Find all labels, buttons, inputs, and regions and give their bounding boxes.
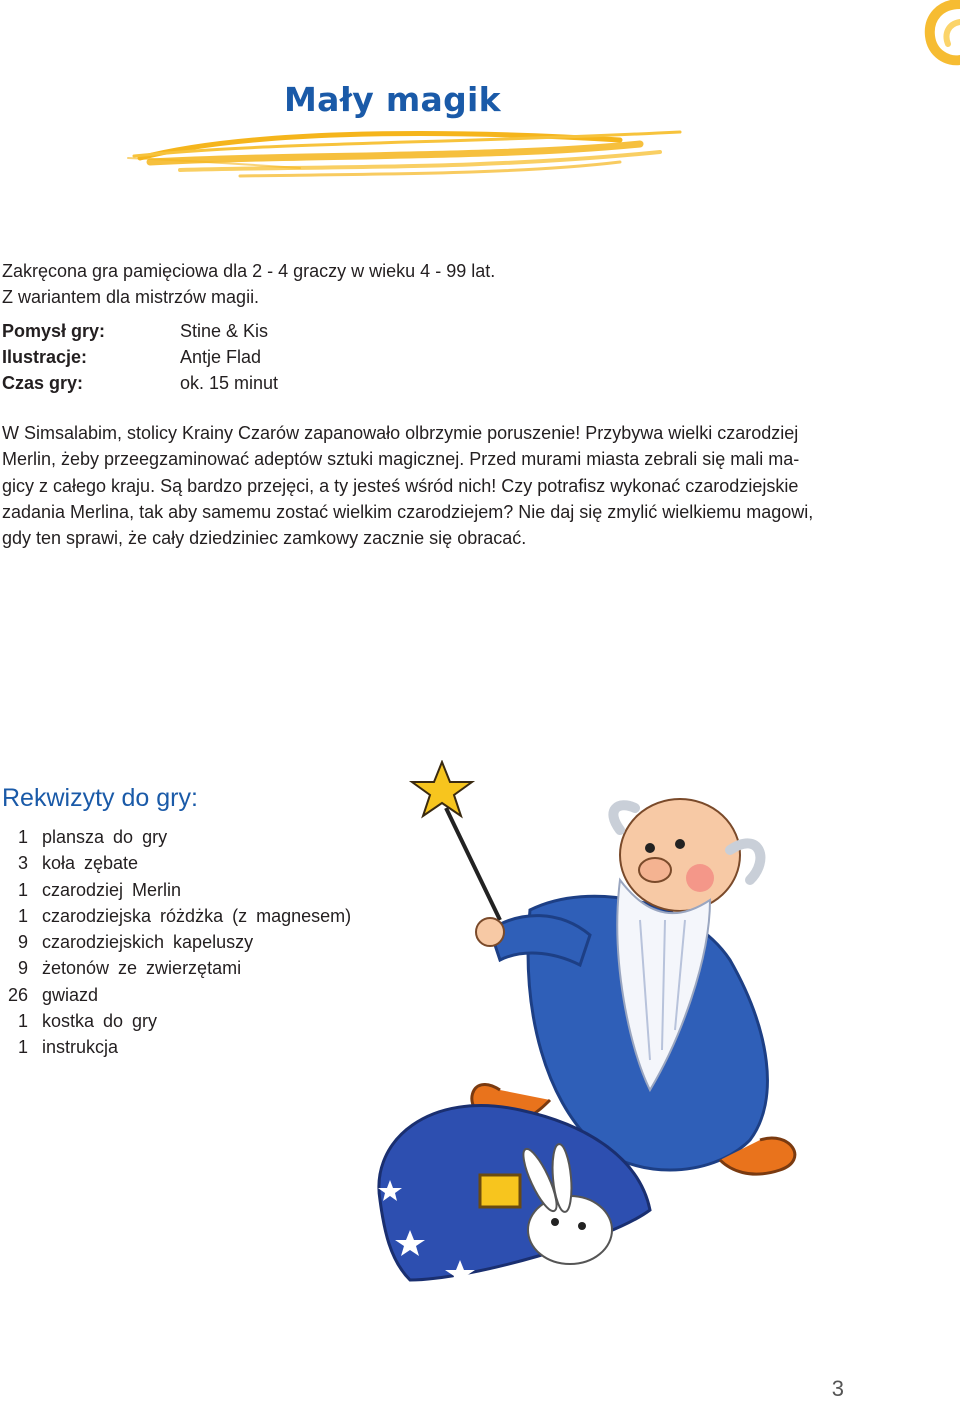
credit-row	[2, 344, 278, 370]
list-item	[2, 1034, 351, 1060]
story-line: Merlin, żeby przeegzaminować adeptów sztuki magicznej. Przed murami miasta zebrali się mali ma-	[2, 449, 800, 470]
list-item	[2, 824, 351, 850]
item-name: żetonów ze zwierzętami	[42, 958, 242, 979]
components-heading: Rekwizyty do gry:	[2, 784, 198, 812]
intro-line: Zakręcona gra pamięciowa dla 2 - 4 graczy w wieku 4 - 99 lat.	[2, 261, 496, 281]
item-quantity: 9	[17, 958, 28, 979]
item-quantity: 1	[17, 1037, 28, 1058]
story-paragraph	[2, 420, 814, 551]
credit-row	[2, 318, 278, 344]
title-swoosh-decoration	[120, 118, 700, 208]
list-item	[2, 929, 351, 955]
corner-swirl-decoration	[900, 0, 960, 80]
credit-label: Czas gry:	[2, 373, 84, 393]
intro-line: Z wariantem dla mistrzów magii.	[2, 287, 260, 307]
story-line: W Simsalabim, stolicy Krainy Czarów zapanowało olbrzymie poruszenie! Przybywa wielki czarodziej	[2, 423, 799, 443]
credits-block	[2, 318, 278, 396]
credit-row	[2, 370, 278, 396]
item-quantity: 1	[17, 1011, 28, 1032]
item-name: instrukcja	[42, 1037, 119, 1058]
item-name: plansza do gry	[42, 827, 168, 847]
list-item	[2, 903, 351, 929]
item-quantity: 3	[17, 853, 28, 874]
credit-label: Ilustracje:	[2, 347, 88, 367]
item-quantity: 1	[17, 905, 28, 926]
intro-text	[2, 258, 495, 310]
list-item	[2, 850, 351, 876]
list-item	[2, 955, 351, 981]
item-quantity: 9	[17, 932, 28, 953]
item-quantity: 26	[7, 984, 28, 1005]
item-name: czarodziejskich kapeluszy	[42, 932, 254, 953]
list-item	[2, 1008, 351, 1034]
page-title: Mały magik	[284, 80, 501, 119]
item-quantity: 1	[17, 827, 28, 847]
item-name: czarodziejska różdżka (z magnesem)	[42, 905, 352, 926]
wizard-merlin-illustration	[350, 760, 830, 1360]
wand-star-icon	[412, 762, 472, 816]
item-quantity: 1	[17, 879, 28, 900]
credit-label: Pomysł gry:	[2, 321, 106, 341]
page-number: 3	[831, 1376, 844, 1401]
components-list	[2, 824, 351, 1061]
item-name: czarodziej Merlin	[42, 879, 182, 900]
story-line: gicy z całego kraju. Są bardzo przejęci, a ty jesteś wśród nich! Czy potrafisz wykonać czarodziejskie	[2, 475, 799, 496]
list-item	[2, 982, 351, 1008]
item-name: gwiazd	[42, 984, 99, 1005]
credit-value: Antje Flad	[180, 347, 262, 367]
item-name: koła zębate	[42, 853, 139, 874]
credit-value: ok. 15 minut	[180, 373, 279, 393]
list-item	[2, 877, 351, 903]
credit-value: Stine & Kis	[180, 321, 269, 341]
story-line: gdy ten sprawi, że cały dziedziniec zamkowy zacznie się obracać.	[2, 528, 527, 549]
item-name: kostka do gry	[42, 1011, 158, 1032]
story-line: zadania Merlina, tak aby samemu zostać wielkim czarodziejem? Nie daj się zmylić wielkiemu magowi,	[2, 501, 814, 522]
